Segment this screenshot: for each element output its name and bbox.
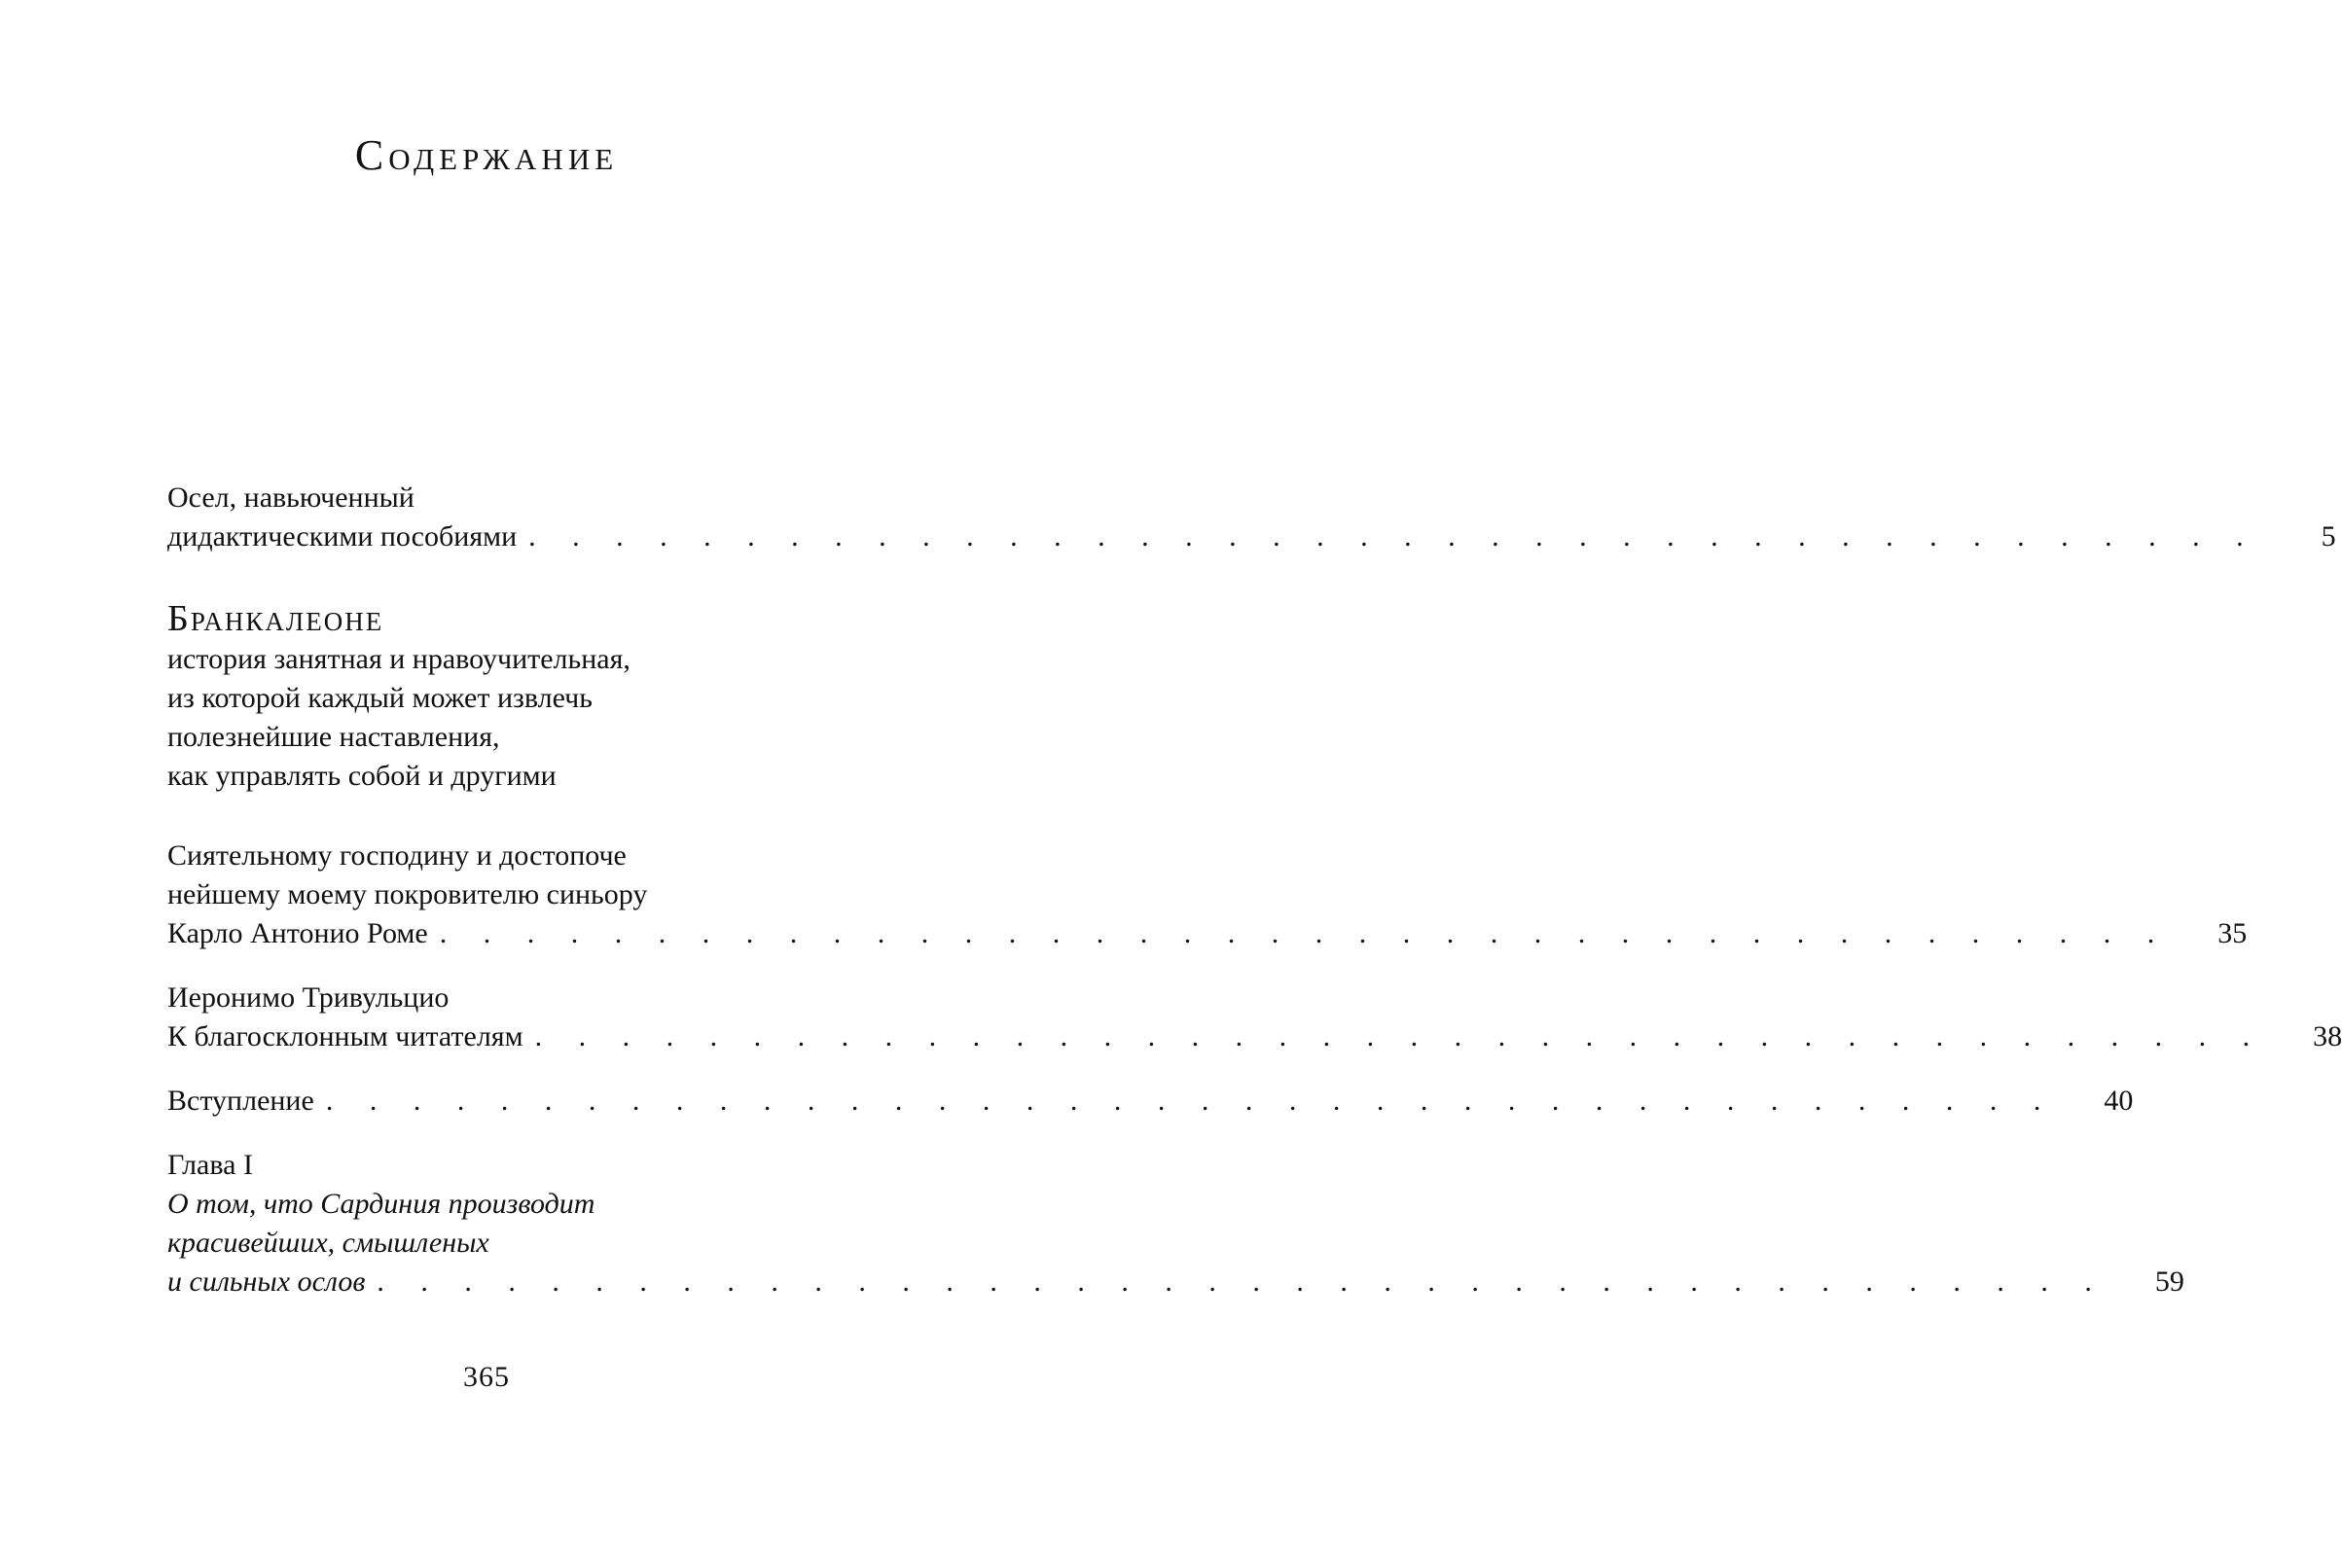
toc-entry-text: и сильных ослов: [167, 1265, 366, 1298]
toc-entry-line: нейшему моему покровителю синьору: [167, 878, 648, 910]
toc-entry-text: Вступление: [167, 1085, 314, 1117]
toc-entry-text: дидактическими пособиями: [167, 520, 518, 552]
toc-entry-readers[interactable]: [167, 979, 2342, 1056]
dot-leader: . . . . . . . . . . . . . . . . . . . . . . . . . . . . . . . . . . . . . . . .: [325, 1085, 2056, 1117]
toc-page-number: 40: [2104, 1085, 2134, 1117]
toc-entry-introduction[interactable]: [167, 1082, 2134, 1121]
toc-entry-chapter-1[interactable]: [167, 1146, 2184, 1301]
toc-entry-dedication[interactable]: [167, 837, 2248, 953]
toc-entry-donkey[interactable]: [167, 479, 2336, 556]
toc-entry-line: Иеронимо Тривульцио: [167, 981, 450, 1014]
page-number: 365: [463, 1361, 510, 1393]
toc-entry-last-line: [167, 1017, 2342, 1056]
dot-leader: . . . . . . . . . . . . . . . . . . . . . . . . . . . . . . . . . . . . . . . .: [534, 1020, 2265, 1052]
chapter-title-line: О том, что Сардиния производит: [167, 1188, 595, 1220]
dot-leader: . . . . . . . . . . . . . . . . . . . . . . . . . . . . . . . . . . . . . . . .: [528, 520, 2258, 552]
table-of-contents: [167, 479, 2342, 1301]
toc-entry-text: К благосклонным читателям: [167, 1020, 523, 1052]
toc-page-number: 59: [2154, 1265, 2184, 1298]
section-subtitle-line: из которой каждый может извлечь: [167, 682, 593, 714]
toc-section-brancaleone[interactable]: [167, 597, 821, 796]
chapter-label: Глава I: [167, 1149, 253, 1181]
toc-page-number: 38: [2313, 1020, 2342, 1052]
toc-entry-last-line: [167, 914, 2248, 953]
toc-entry-last-line: [167, 1263, 2184, 1301]
section-subtitle-line: как управлять собой и другими: [167, 760, 557, 792]
toc-page-number: 35: [2217, 917, 2248, 949]
dot-leader: . . . . . . . . . . . . . . . . . . . . . . . . . . . . . . . . . . . . . . . .: [377, 1265, 2107, 1298]
chapter-title-line: красивейших, смышленых: [167, 1227, 489, 1259]
toc-page-number: 5: [2321, 520, 2336, 552]
page-title: Содержание: [354, 131, 619, 179]
toc-entry-line: Сиятельному господину и достопоче: [167, 839, 627, 872]
toc-entry-last-line: [167, 1082, 2134, 1121]
section-subtitle-line: полезнейшие наставления,: [167, 721, 500, 753]
dot-leader: . . . . . . . . . . . . . . . . . . . . . . . . . . . . . . . . . . . . . . . .: [439, 917, 2170, 949]
toc-entry-line: Осел, навьюченный: [167, 481, 414, 514]
section-heading: Бранкалеоне: [167, 598, 384, 639]
section-subtitle-line: история занятная и нравоучительная,: [167, 643, 631, 675]
toc-entry-text: Карло Антонио Роме: [167, 917, 428, 949]
toc-entry-last-line: [167, 517, 2336, 556]
